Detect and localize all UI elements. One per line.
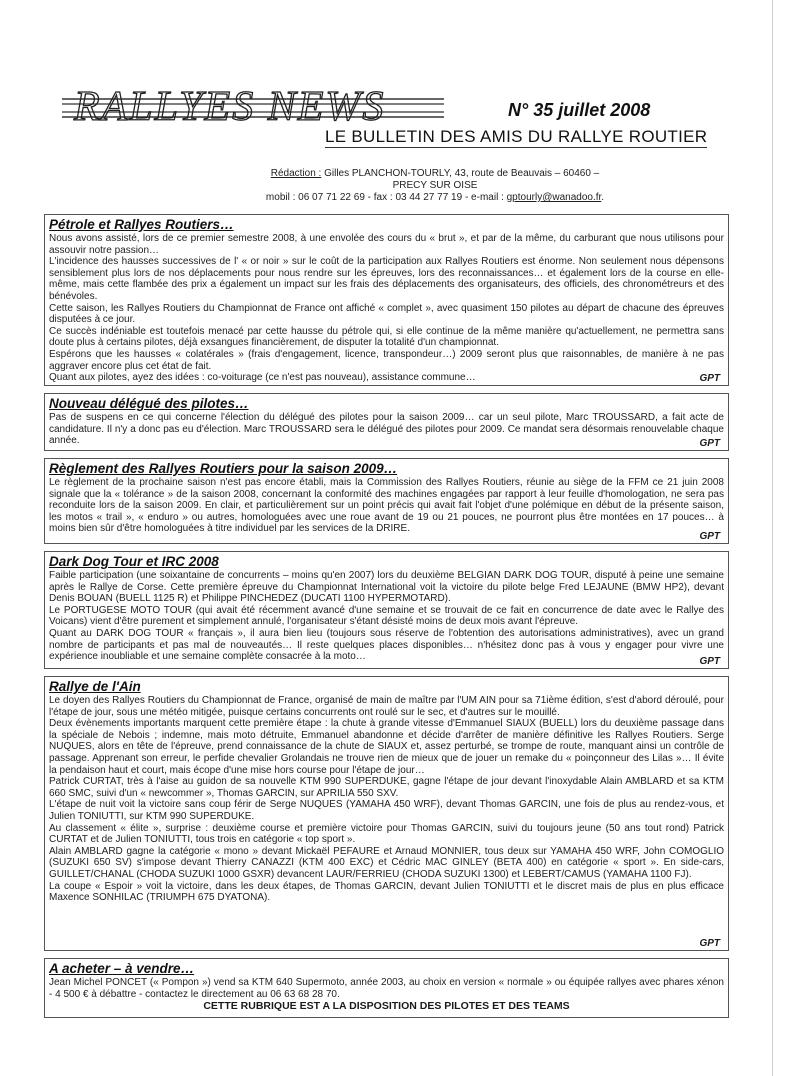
paragraph: Quant au DARK DOG TOUR « français », il aura bien lieu (toujours sous réserve de l'obtention des autorisations administratives), avec un grand nombre de participants et pas mal de nouveautés… Il reste quelques places disponibles… n'hésitez donc pas à vous y engager pour vivre une expérience inoubliable et une semaine complète consacrée à la moto… — [49, 627, 724, 663]
svg-text:RALLYES NEWS: RALLYES NEWS — [74, 84, 386, 130]
signature: GPT — [699, 938, 720, 949]
paragraph: Le règlement de la prochaine saison n'est pas encore établi, mais la Commission des Rallyes Routiers, réunie au siège de la FFM ce 21 juin 2008 signale que la « tolérance » de la saison 2008, concernant la conformité des machines engagées par rapport à leur feuille d'homologation, ne sera pas reconduite lors de la saison 2009. En clair, et particulièrement sur un point précis qui avait fait l'objet d'une polémique en début de la présente saison, les motos « trail », « enduro » ou autres, homologuées avec une roue avant de 19 ou 21 pouces, ne pourront plus être montées en 17 pouces… à moins bien sûr d'être homologuées à titre individuel par les services de la DRIRE. — [49, 477, 724, 535]
article-title: A acheter – à vendre… — [49, 961, 195, 976]
signature: GPT — [699, 373, 720, 384]
redaction-label: Rédaction : — [270, 168, 322, 179]
article-delegue — [44, 393, 729, 451]
rubrique-notice: CETTE RUBRIQUE EST A LA DISPOSITION DES PILOTES ET DES TEAMS — [203, 1000, 570, 1013]
article-title: Rallye de l'Ain — [49, 679, 141, 694]
paragraph: Cette saison, les Rallyes Routiers du Championnat de France ont affiché « complet », avec quasiment 150 pilotes au départ de chacune des épreuves disputées à ce jour. — [49, 302, 724, 326]
paragraph: Pas de suspens en ce qui concerne l'élection du délégué des pilotes pour la saison 2009… car un seul pilote, Marc TROUSSARD, a fait acte de candidature. Il n'y a donc pas eu d'élection. Marc TROUSSARD sera le délégué des pilotes pour 2009. Ce mandat sera désormais renouvelable chaque année. — [49, 412, 724, 447]
article-title: Nouveau délégué des pilotes… — [49, 396, 249, 411]
signature: GPT — [699, 656, 720, 667]
article-acheter-vendre — [44, 958, 729, 1018]
article-petrole — [44, 214, 729, 386]
signature: GPT — [699, 531, 720, 542]
paragraph: L'incidence des hausses successives de l' « or noir » sur le coût de la participation aux Rallyes Routiers est énorme. Non seulement nous dépensons sensiblement plus lors de nos déplacements pour nous rendre sur les épreuves, lors des reconnaissances… et également lors de la course en elle-même, mais cette flambée des prix a également un impact sur les frais des déplacements des organisateurs, des officiels, des chronométreurs et des bénévoles. — [49, 256, 724, 302]
contact-numbers: mobil : 06 07 71 22 69 - fax : 03 44 27 77 19 - e-mail : — [265, 192, 507, 203]
paragraph: L'étape de nuit voit la victoire sans coup férir de Serge NUQUES (YAMAHA 450 WRF), devant Thomas GARCIN, une fois de plus au rendez-vous, et Julien TONIUTTI, sur KTM 990 SUPERDUKE. — [49, 799, 724, 822]
paragraph: Faible participation (une soixantaine de concurrents – moins qu'en 2007) lors du deuxième BELGIAN DARK DOG TOUR, disputé à peine une semaine après le Rallye de Corse. Cette première épreuve du Championnat International voit la victoire du pilote belge Fred LEJAUNE (BMW HP2), devant Denis BOUAN (BUELL 1125 R) et Philippe PINCHEDEZ (DUCATI 1100 HYPERMOTARD). — [49, 570, 724, 605]
page-edge-line — [772, 0, 773, 1076]
article-reglement — [44, 458, 729, 544]
article-title: Dark Dog Tour et IRC 2008 — [49, 554, 219, 569]
issue-number: N° 35 juillet 2008 — [508, 100, 651, 120]
article-rallye-ain — [44, 676, 729, 951]
redaction-address: Gilles PLANCHON-TOURLY, 43, route de Beauvais – 60460 – PRECY SUR OISE — [321, 168, 600, 191]
paragraph: Jean Michel PONCET (« Pompon ») vend sa KTM 640 Supermoto, année 2003, au choix en version « normale » ou équipée rallyes avec phares xénon - 4 500 € à débattre - contactez le directement au 06 63 68 28 70. — [49, 977, 724, 1000]
bulletin-subtitle: LE BULLETIN DES AMIS DU RALLYE ROUTIER — [325, 127, 708, 146]
paragraph: La coupe « Espoir » voit la victoire, dans les deux étapes, de Thomas GARCIN, devant Julien TONIUTTI et le discret mais de plus en plus efficace Maxence SONHILAC (TRIUMPH 675 DYATONA). — [49, 880, 724, 904]
editorial-contact: Rédaction : Gilles PLANCHON-TOURLY, 43, route de Beauvais – 60460 – PRECY SUR OISE mobil : 06 07 71 22 69 - fax : 03 44 27 77 19 - e-mail : gptourly@wanadoo.fr. — [265, 168, 605, 203]
paragraph: Espérons que les hausses « colatérales » (frais d'engagement, licence, transpondeur…) 2009 seront plus que raisonnables, de manière à ne pas aggraver encore plus cet état de fait. — [49, 348, 724, 372]
paragraph: Le doyen des Rallyes Routiers du Championnat de France, organisé de main de maître par l'UM AIN pour sa 71ième édition, s'est d'abord déroulé, pour l'étape de jour, sous une météo mitigée, puisque certains concurrents ont roulé sur le sec, et d'autres sur le mouillé. — [49, 695, 724, 718]
article-title: Règlement des Rallyes Routiers pour la saison 2009… — [49, 461, 398, 476]
paragraph: Alain AMBLARD gagne la catégorie « mono » devant Mickaël PEFAURE et Arnaud MONNIER, tous deux sur YAMAHA 450 WRF, John COMOGLIO (SUZUKI 650 SV) s'impose devant Thierry CANAZZI (KTM 400 EXC) et Cédric MAC GINLEY (BETA 400) en catégorie « sport ». En side-cars, GUILLET/CHANAL (CHODA SUZUKI 1000 GSXR) devancent LAUR/FERRIEU (CHODA SUZUKI 1300) et LEBERT/CAMUS (YAMAHA 1100 FJ). — [49, 845, 724, 880]
signature: GPT — [699, 438, 720, 449]
paragraph: Quant aux pilotes, ayez des idées : co-voiturage (ce n'est pas nouveau), assistance commune… — [49, 372, 476, 384]
paragraph: Au classement « élite », surprise : deuxième course et première victoire pour Thomas GARCIN, suivi du toujours jeune (50 ans tout rond) Patrick CURTAT et de Julien TONIUTTI, tous trois en catégorie « top sport ». — [49, 822, 724, 846]
email-link[interactable]: gptourly@wanadoo.fr — [506, 192, 602, 203]
paragraph: Nous avons assisté, lors de ce premier semestre 2008, à une envolée des cours du « brut », et par de la même, du carburant que nous utilisons pour assouvir notre passion… — [49, 233, 724, 256]
paragraph: Deux évènements importants marquent cette première étape : la chute à grande vitesse d'Emmanuel SIAUX (BUELL) lors du deuxième passage dans la spéciale de Nebois ; indemne, mais moto détruite, Emmanuel abandonne et décide d'arrêter de manière définitive les Rallyes Routiers. Serge NUQUES, alors en tête de l'épreuve, prend connaissance de la chute de SIAUX et, assez perturbé, se trompe de route, manquant ainsi un contrôle de passage. Apprenant son erreur, le perfide chevalier Grolandais ne trouve rien de mieux que de jouer un remake du « poinçonneur des Lilas »… Il évite la pendaison haut et court, mais écope d'une mise hors course pour l'étape de jour… — [49, 718, 724, 776]
paragraph: Le PORTUGESE MOTO TOUR (qui avait été récemment avancé d'une semaine et se trouvait de ce fait en concurrence de date avec le Rallye des Voicans) vient d'être purement et simplement annulé, l'organisateur s'étant désisté moins de deux mois avant l'épreuve. — [49, 604, 724, 628]
paragraph: Patrick CURTAT, très à l'aise au guidon de sa nouvelle KTM 990 SUPERDUKE, gagne l'étape de jour devant l'inoxydable Alain AMBLARD et sa KTM 660 SMC, suivi d'un « newcommer », Thomas GARCIN, sur APRILIA 550 SXV. — [49, 776, 724, 799]
article-title: Pétrole et Rallyes Routiers… — [49, 217, 234, 232]
paragraph: Ce succès indéniable est toutefois menacé par cette hausse du pétrole qui, si elle continue de la même manière qu'actuellement, ne permettra sans doute plus à certains pilotes, déjà exsangues financièrement, de disputer la totalité d'un championnat. — [49, 325, 724, 349]
article-dark-dog — [44, 551, 729, 669]
